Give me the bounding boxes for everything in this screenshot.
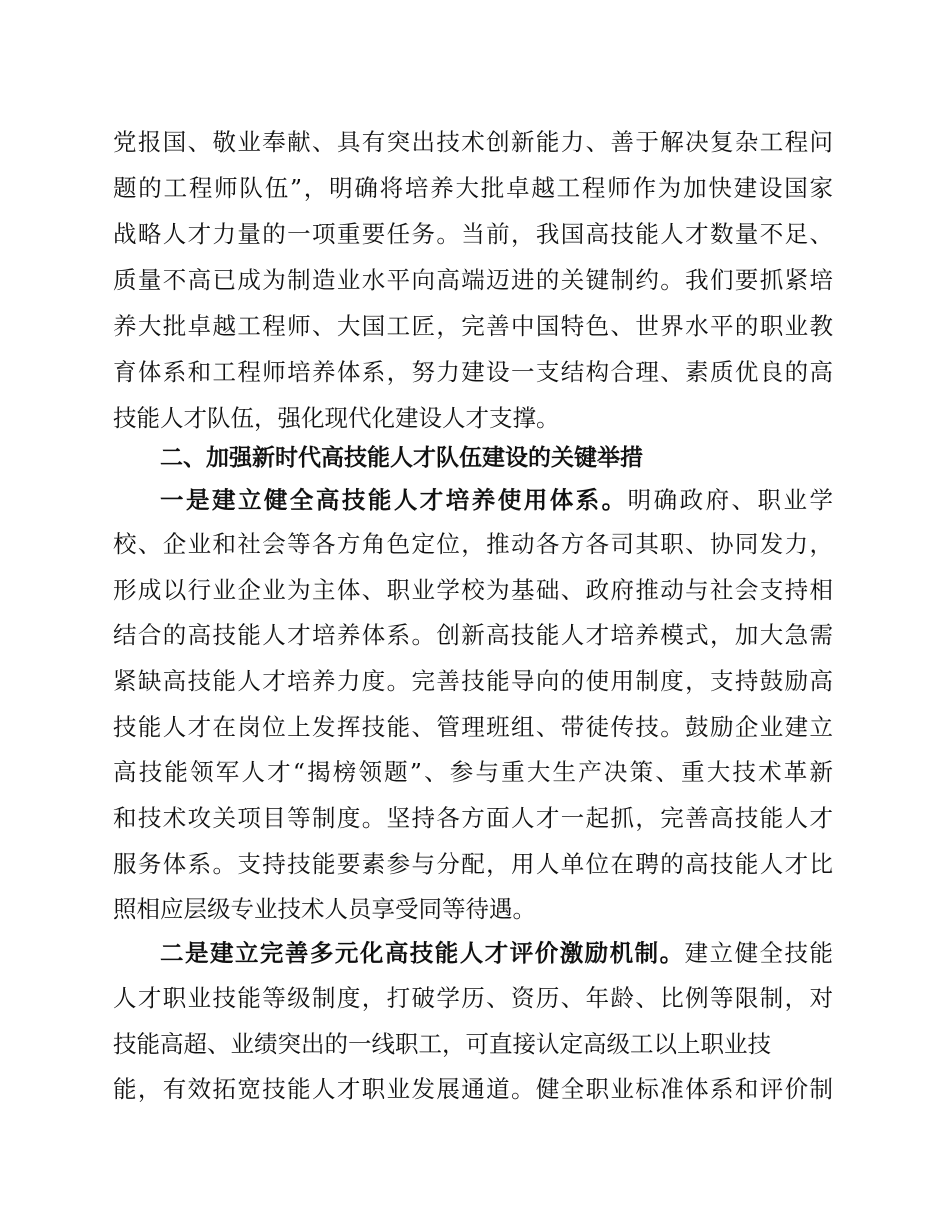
paragraph-text: 建立健全技能 (684, 939, 833, 967)
body-text-line: 照相应层级专业技术人员享受同等待遇。 (113, 895, 536, 923)
body-text-line: 技能人才队伍，强化现代化建设人才支撑。 (113, 404, 560, 432)
body-text-line: 人才职业技能等级制度，打破学历、资历、年龄、比例等限制，对 (113, 984, 833, 1012)
body-text-line: 和技术攻关项目等制度。坚持各方面人才一起抓，完善高技能人才 (113, 804, 833, 832)
body-text-line: 结合的高技能人才培养体系。创新高技能人才培养模式，加大急需 (113, 621, 833, 649)
paragraph-first-line (160, 478, 833, 522)
body-text-line: 高技能领军人才“揭榜领题”、参与重大生产决策、重大技术革新 (113, 758, 833, 786)
body-text-line: 服务体系。支持技能要素参与分配，用人单位在聘的高技能人才比 (113, 850, 833, 878)
body-text-line: 养大批卓越工程师、大国工匠，完善中国特色、世界水平的职业教 (113, 312, 833, 340)
body-text-line: 紧缺高技能人才培养力度。完善技能导向的使用制度，支持鼓励高 (113, 667, 833, 695)
body-text-line: 战略人才力量的一项重要任务。当前，我国高技能人才数量不足、 (113, 220, 833, 248)
paragraph-lead: 二是建立完善多元化高技能人才评价激励机制。 (160, 939, 685, 967)
body-text-line: 质量不高已成为制造业水平向高端迈进的关键制约。我们要抓紧培 (113, 266, 833, 294)
body-text-line: 技能人才在岗位上发挥技能、管理班组、带徒传技。鼓励企业建立 (113, 713, 833, 741)
body-text-line: 形成以行业企业为主体、职业学校为基础、政府推动与社会支持相 (113, 576, 833, 604)
paragraph-lead: 一是建立健全高技能人才培养使用体系。 (160, 486, 628, 514)
body-text-line: 校、企业和社会等各方角色定位，推动各方各司其职、协同发力， (113, 530, 833, 558)
body-text-line: 党报国、敬业奉献、具有突出技术创新能力、善于解决复杂工程问 (113, 128, 833, 156)
body-text-line: 题的工程师队伍”，明确将培养大批卓越工程师作为加快建设国家 (113, 174, 833, 202)
paragraph-text: 明确政府、职业学 (627, 486, 833, 514)
body-text-line: 技能高超、业绩突出的一线职工，可直接认定高级工以上职业技 (113, 1030, 771, 1058)
section-heading: 二、加强新时代高技能人才队伍建设的关键举措 (160, 445, 643, 471)
body-text-line: 能，有效拓宽技能人才职业发展通道。健全职业标准体系和评价制 (113, 1075, 833, 1103)
body-text-line: 育体系和工程师培养体系，努力建设一支结构合理、素质优良的高 (113, 358, 833, 386)
paragraph-first-line (160, 931, 833, 975)
